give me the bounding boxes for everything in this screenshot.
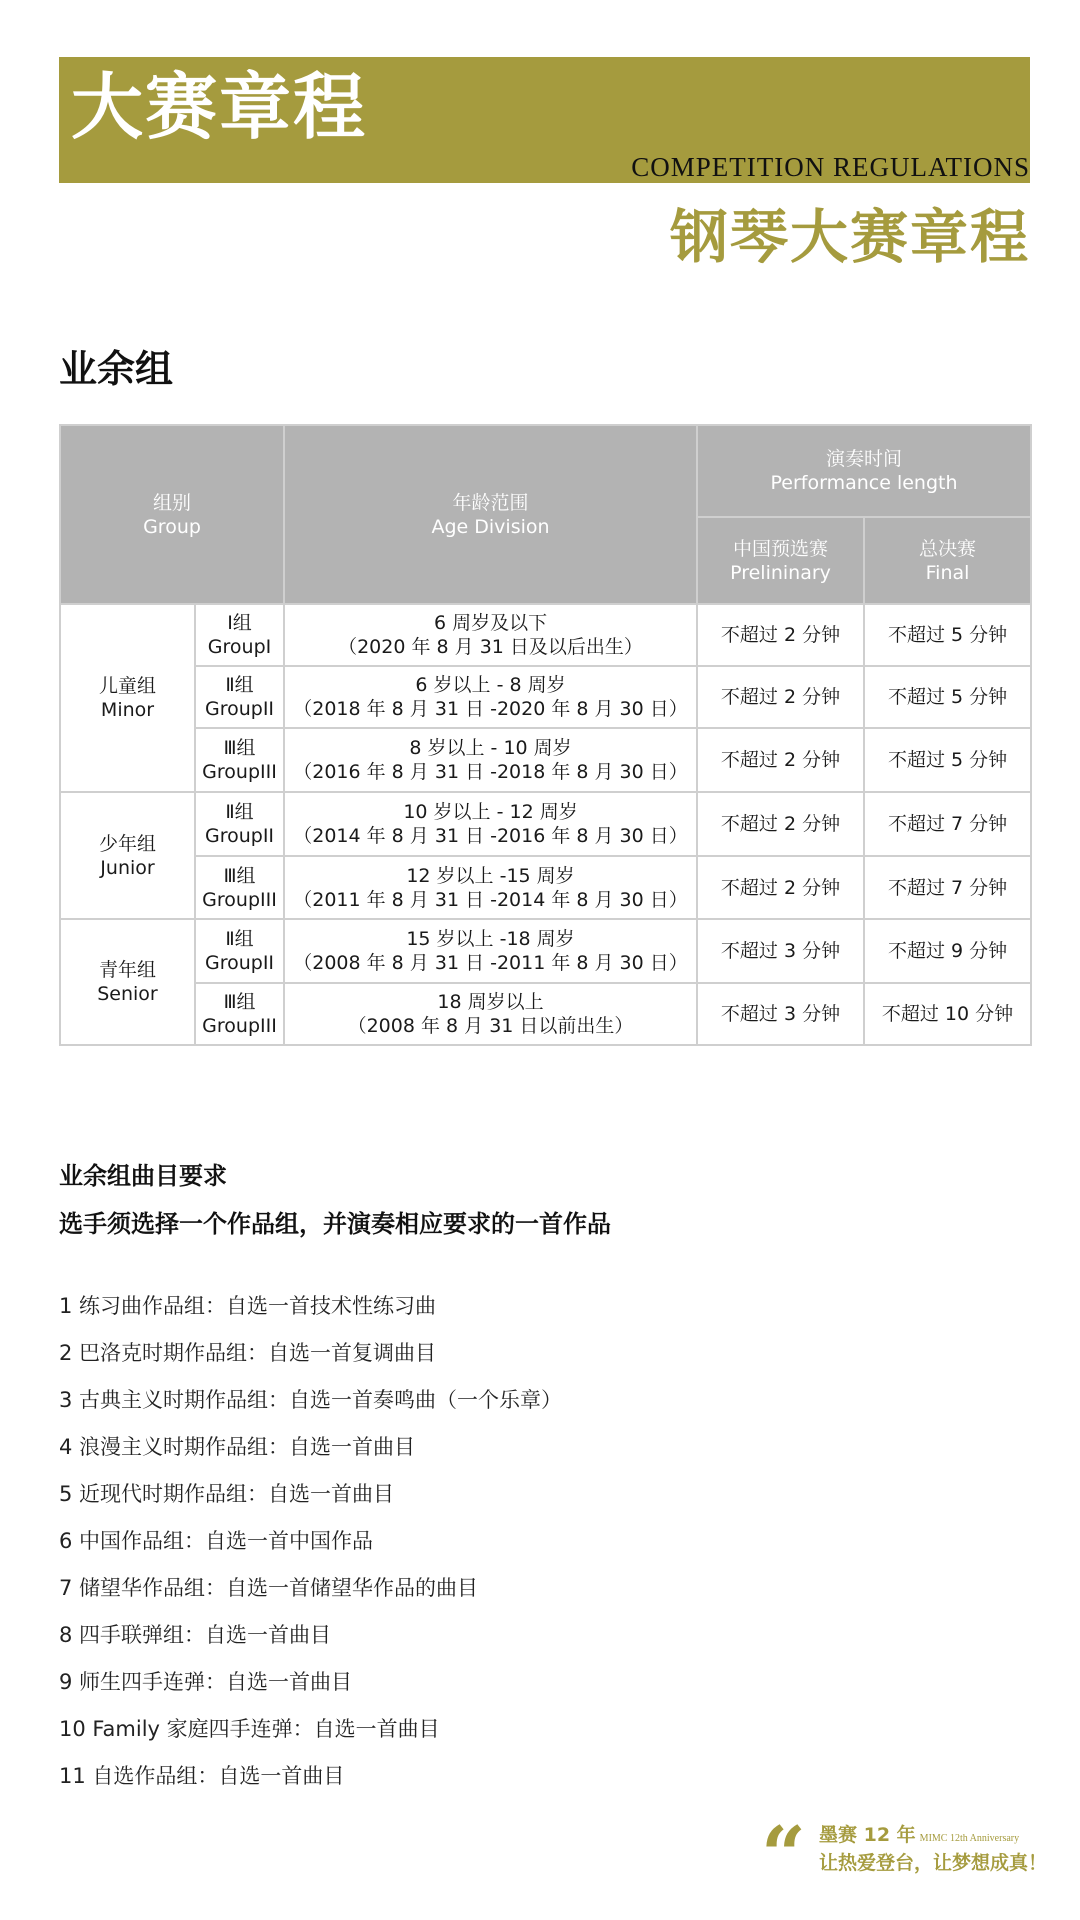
header-group: 组别 Group bbox=[60, 425, 284, 604]
age-cell: 6 周岁及以下 （2020 年 8 月 31 日及以后出生） bbox=[284, 604, 697, 666]
age-cell: 10 岁以上 - 12 周岁 （2014 年 8 月 31 日 -2016 年 8 月 30 日） bbox=[284, 792, 697, 856]
final-cell: 不超过 7 分钟 bbox=[864, 856, 1031, 919]
category-cell: 儿童组 Minor bbox=[60, 604, 195, 792]
preliminary-cell: 不超过 2 分钟 bbox=[697, 666, 864, 728]
table-row bbox=[60, 604, 1031, 666]
table-row bbox=[60, 728, 1031, 792]
table-header-row bbox=[60, 425, 1031, 517]
banner-title-en: COMPETITION REGULATIONS bbox=[631, 152, 1030, 182]
page-subtitle: 钢琴大赛章程 bbox=[669, 203, 1030, 271]
final-cell: 不超过 7 分钟 bbox=[864, 792, 1031, 856]
list-item: 10 Family 家庭四手连弹：自选一首曲目 bbox=[59, 1717, 440, 1741]
preliminary-cell: 不超过 2 分钟 bbox=[697, 792, 864, 856]
table-row bbox=[60, 919, 1031, 983]
preliminary-cell: 不超过 2 分钟 bbox=[697, 856, 864, 919]
preliminary-cell: 不超过 2 分钟 bbox=[697, 728, 864, 792]
subgroup-cell: Ⅲ组 GroupIII bbox=[195, 983, 284, 1045]
subgroup-cell: Ⅰ组 GroupI bbox=[195, 604, 284, 666]
category-cell: 少年组 Junior bbox=[60, 792, 195, 919]
preliminary-cell: 不超过 3 分钟 bbox=[697, 919, 864, 983]
list-item: 5 近现代时期作品组：自选一首曲目 bbox=[59, 1482, 395, 1506]
list-item: 3 古典主义时期作品组：自选一首奏鸣曲（一个乐章） bbox=[59, 1388, 563, 1412]
age-cell: 18 周岁以上 （2008 年 8 月 31 日以前出生） bbox=[284, 983, 697, 1045]
footer-brand-line bbox=[819, 1823, 1019, 1851]
list-item: 7 储望华作品组：自选一首储望华作品的曲目 bbox=[59, 1576, 479, 1600]
requirements-subheading: 选手须选择一个作品组，并演奏相应要求的一首作品 bbox=[59, 1210, 611, 1238]
list-item: 9 师生四手连弹：自选一首曲目 bbox=[59, 1670, 353, 1694]
footer-slogan: 让热爱登台，让梦想成真！ bbox=[819, 1852, 1048, 1874]
requirements-heading: 业余组曲目要求 bbox=[59, 1162, 227, 1190]
final-cell: 不超过 5 分钟 bbox=[864, 666, 1031, 728]
list-item: 4 浪漫主义时期作品组：自选一首曲目 bbox=[59, 1435, 416, 1459]
header-final: 总决赛 Final bbox=[864, 517, 1031, 604]
final-cell: 不超过 9 分钟 bbox=[864, 919, 1031, 983]
age-cell: 15 岁以上 -18 周岁 （2008 年 8 月 31 日 -2011 年 8 月 30 日） bbox=[284, 919, 697, 983]
category-cell: 青年组 Senior bbox=[60, 919, 195, 1045]
list-item: 8 四手联弹组：自选一首曲目 bbox=[59, 1623, 332, 1647]
final-cell: 不超过 10 分钟 bbox=[864, 983, 1031, 1045]
list-item: 1 练习曲作品组：自选一首技术性练习曲 bbox=[59, 1294, 437, 1318]
subgroup-cell: Ⅱ组 GroupII bbox=[195, 666, 284, 728]
final-cell: 不超过 5 分钟 bbox=[864, 728, 1031, 792]
subgroup-cell: Ⅲ组 GroupIII bbox=[195, 728, 284, 792]
header-age-division: 年龄范围 Age Division bbox=[284, 425, 697, 604]
subgroup-cell: Ⅲ组 GroupIII bbox=[195, 856, 284, 919]
final-cell: 不超过 5 分钟 bbox=[864, 604, 1031, 666]
age-cell: 8 岁以上 - 10 周岁 （2016 年 8 月 31 日 -2018 年 8 月 30 日） bbox=[284, 728, 697, 792]
age-cell: 6 岁以上 - 8 周岁 （2018 年 8 月 31 日 -2020 年 8 月 30 日） bbox=[284, 666, 697, 728]
section-title: 业余组 bbox=[59, 347, 174, 391]
preliminary-cell: 不超过 2 分钟 bbox=[697, 604, 864, 666]
title-banner bbox=[59, 57, 1030, 183]
regulation-table bbox=[59, 424, 1032, 1046]
list-item: 2 巴洛克时期作品组：自选一首复调曲目 bbox=[59, 1341, 437, 1365]
table-row bbox=[60, 983, 1031, 1045]
list-item: 6 中国作品组：自选一首中国作品 bbox=[59, 1529, 374, 1553]
requirements-list bbox=[59, 1283, 562, 1800]
subgroup-cell: Ⅱ组 GroupII bbox=[195, 919, 284, 983]
table-row bbox=[60, 856, 1031, 919]
header-preliminary: 中国预选赛 Prelininary bbox=[697, 517, 864, 604]
age-cell: 12 岁以上 -15 周岁 （2011 年 8 月 31 日 -2014 年 8 月 30 日） bbox=[284, 856, 697, 919]
header-performance-length: 演奏时间 Performance length bbox=[697, 425, 1031, 517]
table-row bbox=[60, 792, 1031, 856]
requirements-header bbox=[59, 1152, 611, 1248]
banner-title-cn: 大赛章程 bbox=[71, 65, 368, 149]
preliminary-cell: 不超过 3 分钟 bbox=[697, 983, 864, 1045]
footer-brand: 墨赛 12 年 bbox=[819, 1824, 916, 1846]
list-item: 11 自选作品组：自选一首曲目 bbox=[59, 1764, 345, 1788]
subgroup-cell: Ⅱ组 GroupII bbox=[195, 792, 284, 856]
footer-anniversary: MIMC 12th Anniversary bbox=[919, 1833, 1020, 1844]
table-row bbox=[60, 666, 1031, 728]
footer-logo bbox=[761, 1810, 1048, 1901]
quote-mark-icon: “ bbox=[761, 1810, 806, 1901]
